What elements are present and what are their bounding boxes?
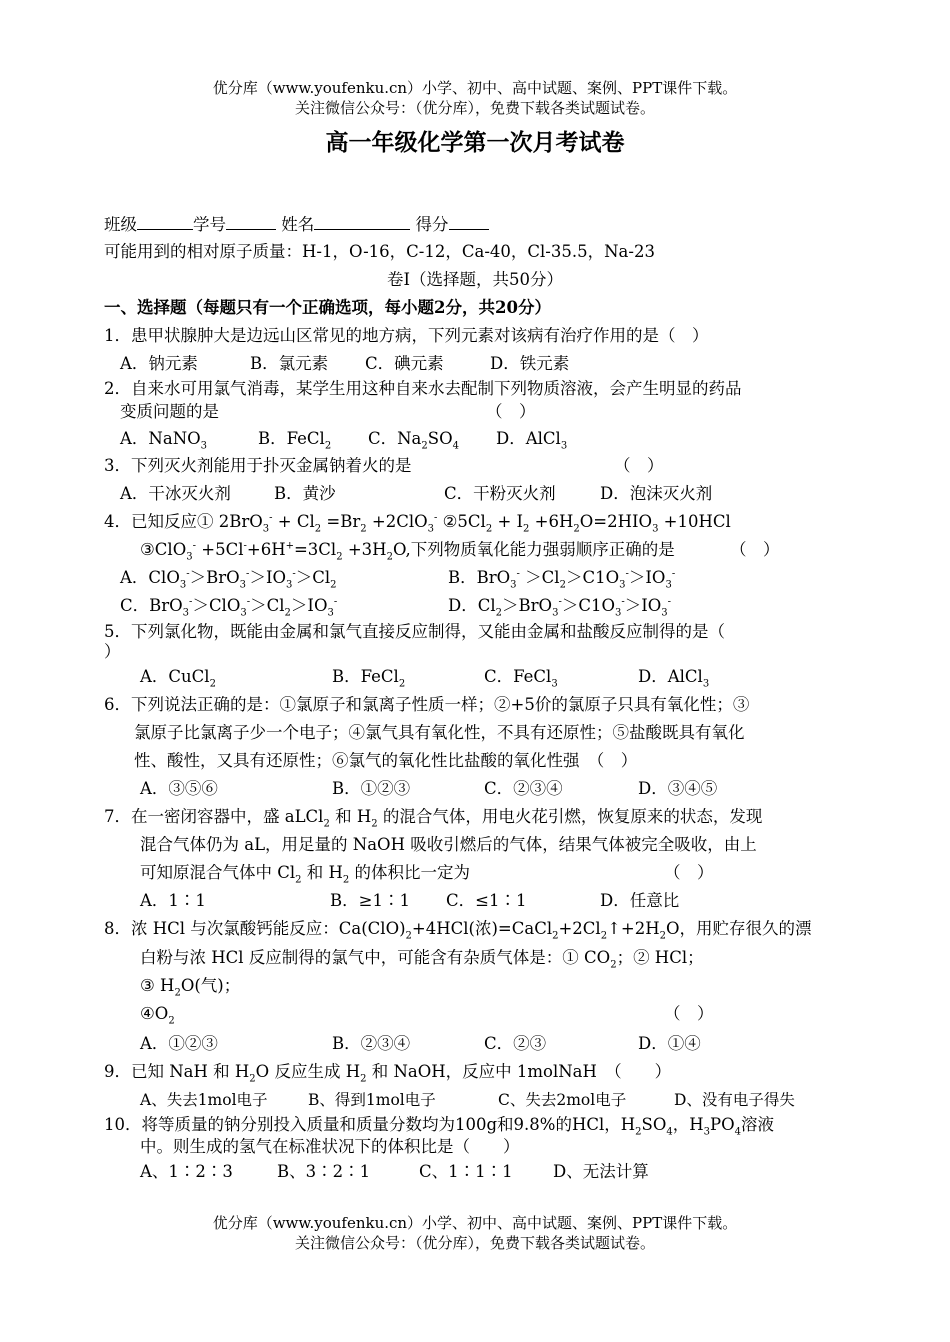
q1-option-c[interactable]: C．碘元素 [365, 354, 444, 373]
q1-options [120, 353, 569, 375]
q5-option-c[interactable]: C．FeCl$_3$ [484, 667, 558, 690]
q7-stem-line-1: 7．在一密闭容器中，盛 aLCl$_2$ 和 $H_2$ 的混合气体，用电火花引燃，恢复原来的状态，发现 [104, 807, 763, 830]
q6-option-a[interactable]: A．③⑤⑥ [140, 779, 218, 798]
q7-options [140, 890, 679, 912]
q7-option-d[interactable]: D．任意比 [600, 891, 680, 910]
q9-option-b[interactable]: B、得到1mol电子 [308, 1091, 436, 1109]
q7-option-b[interactable]: B．≥1∶1 [330, 891, 410, 910]
q2-option-b[interactable]: B．FeCl$_2$ [258, 429, 332, 452]
q3-option-d[interactable]: D．泡沫灭火剂 [600, 484, 713, 503]
q6-options [140, 778, 717, 800]
q5-stem-line-2: ） [104, 642, 121, 661]
student-info-line [104, 213, 489, 236]
q3-stem: 3．下列灭火剂能用于扑灭金属钠着火的是 [104, 456, 412, 475]
q6-option-c[interactable]: C．②③④ [484, 779, 563, 798]
q7-option-a[interactable]: A．1∶1 [140, 891, 206, 910]
q4-stem-tail: 下列物质氧化能力强弱顺序正确的是 [410, 540, 675, 559]
q1-option-b[interactable]: B．氯元素 [250, 354, 329, 373]
q10-stem-line-1: 10．将等质量的钠分别投入质量和质量分数均为100g和9.8%的HCl，$H_2SO_4$，$H_3PO_4$溶液 [104, 1115, 775, 1138]
class-blank[interactable] [137, 213, 193, 230]
q5-stem-line-1: 5．下列氯化物，既能由金属和氯气直接反应制得，又能由金属和盐酸反应制得的是（ [104, 622, 725, 641]
name-blank[interactable] [314, 213, 410, 230]
q7-stem-head: 可知原混合气体中 [140, 863, 272, 882]
q6-stem-line-3: 性、酸性，又具有还原性；⑥氯气的氧化性比盐酸的氧化性强 （ ） [134, 751, 638, 770]
q8-stem-line-2: 白粉与浓 HCl 反应制得的氯气中，可能含有杂质气体是：① $CO_2$；② HCl； [140, 948, 704, 971]
q2-option-c[interactable]: C．$Na_2SO_4$ [368, 429, 459, 452]
q4-option-b[interactable]: B．$BrO_3^- >Cl_2>C1O_3^->IO_3^-$ [448, 568, 676, 591]
q4-bracket[interactable]: （ ） [730, 540, 780, 559]
q6-stem-line-2: 氯原子比氯离子少一个电子；④氯气具有氧化性，不具有还原性；⑤盐酸既具有氧化 [134, 723, 745, 742]
q6-option-b[interactable]: B．①②③ [332, 779, 411, 798]
q4-option-a[interactable]: A．$ClO_3^->BrO_3^->IO_3^->Cl_2$ [120, 568, 337, 591]
q8-options [140, 1033, 701, 1055]
score-label: 得分 [415, 215, 449, 234]
q3-option-a[interactable]: A．干冰灭火剂 [120, 484, 231, 503]
q4-number: 4．已知反应 [104, 512, 197, 531]
q4-option-c[interactable]: C．$BrO_3^->ClO_3^->Cl_2>IO_3^-$ [120, 596, 338, 619]
name-label: 姓名 [281, 215, 315, 234]
q4-stem-line-2: ③ClO$_3$- $+5Cl^-+6H^+=3Cl_2 +3H_2O$,下列物质氧化能力强弱顺序正确的是 [140, 540, 675, 563]
q7-stem-line-2: 混合气体仍为 aL，用足量的 NaOH 吸收引燃后的气体，结果气体被完全吸收，由上 [140, 835, 757, 854]
q1-option-a[interactable]: A．钠元素 [120, 354, 198, 373]
q9-stem: 9．已知 NaH 和 $H_2O$ 反应生成 $H_2$ 和 NaOH，反应中 1molNaH （ ） [104, 1062, 672, 1085]
q4-option-d[interactable]: D．$Cl_2>BrO_3^->C1O_3^->IO_3^-$ [448, 596, 672, 619]
q8-bracket[interactable]: （ ） [664, 1004, 714, 1023]
q3-option-c[interactable]: C．干粉灭火剂 [444, 484, 556, 503]
q3-bracket[interactable]: （ ） [614, 456, 664, 475]
q8-option-a[interactable]: A．①②③ [140, 1034, 218, 1053]
section-title: 卷Ⅰ（选择题，共50分） [386, 270, 563, 289]
q10-option-b[interactable]: B、3∶2∶1 [277, 1162, 371, 1181]
part-title: 一、选择题（每题只有一个正确选项，每小题2分，共20分） [104, 298, 551, 317]
footer-line-2: 关注微信公众号：（优分库），免费下载各类试题试卷。 [294, 1234, 655, 1252]
q3-option-b[interactable]: B．黄沙 [274, 484, 336, 503]
q10-option-a[interactable]: A、1∶2∶3 [140, 1162, 233, 1181]
q8-stem-head: 白粉与浓 HCl 反应制得的氯气中，可能含有杂质气体是：① CO [140, 948, 611, 967]
q2-option-a[interactable]: A．NaNO$_3$ [120, 429, 208, 452]
q10-option-d[interactable]: D、无法计算 [553, 1162, 649, 1181]
q8-stem-line-3: ③ $H_2O$(气)； [140, 976, 241, 999]
header-line-1: 优分库（www.youfenku.cn）小学、初中、高中试题、案例、PPT课件下载。 [212, 79, 738, 97]
q10-stem-line-2: 中。则生成的氢气在标准状况下的体积比是（ ） [140, 1137, 520, 1156]
q10-options [140, 1161, 649, 1183]
page-title: 高一年级化学第一次月考试卷 [325, 130, 625, 156]
score-blank[interactable] [449, 213, 489, 230]
q2-bracket[interactable]: （ ） [486, 402, 536, 421]
q5-option-b[interactable]: B．FeCl$_2$ [332, 667, 406, 690]
q10-option-c[interactable]: C、1∶1∶1 [419, 1162, 513, 1181]
q8-option-c[interactable]: C．②③ [484, 1034, 547, 1053]
q9-option-a[interactable]: A、失去1mol电子 [140, 1091, 268, 1109]
q4-stem-line-1: 4．已知反应① $2BrO_3^- + Cl_2 =Br_2 +2ClO_3^-$ $②5Cl_2 + I_2 +6H_2O=2HIO_3 +10HCl$ [104, 512, 731, 535]
atomic-masses: 可能用到的相对原子质量：H-1，O-16，C-12，Ca-40，Cl-35.5，Na-23 [104, 242, 655, 261]
id-blank[interactable] [226, 213, 276, 230]
id-label: 学号 [193, 215, 226, 234]
q3-options [120, 483, 712, 505]
q5-options [140, 666, 709, 688]
q6-option-d[interactable]: D．③④⑤ [638, 779, 718, 798]
q8-stem-line-1: 8．浓 HCl 与次氯酸钙能反应：$Ca(ClO)_2+4HCl$(浓)$=CaCl_2+2Cl_2↑+2H_2O$，用贮存很久的漂 [104, 919, 812, 942]
q7-option-c[interactable]: C．≤1∶1 [446, 891, 527, 910]
class-label: 班级 [104, 215, 137, 234]
q7-stem-line-3: 可知原混合气体中 $Cl_2$ 和 $H_2$ 的体积比一定为 [140, 863, 471, 886]
q5-option-d[interactable]: D．AlCl$_3$ [638, 667, 710, 690]
q2-stem-line-1: 2．自来水可用氯气消毒，某学生用这种自来水去配制下列物质溶液，会产生明显的药品 [104, 379, 742, 398]
q8-option-d[interactable]: D．①④ [638, 1034, 701, 1053]
q8-stem-line-4: $④O_2$ [140, 1004, 175, 1027]
q2-option-d[interactable]: D．AlCl$_3$ [496, 429, 568, 452]
q1-stem: 1．患甲状腺肿大是边远山区常见的地方病，下列元素对该病有治疗作用的是（ ） [104, 326, 709, 345]
q8-option-b[interactable]: B．②③④ [332, 1034, 411, 1053]
q9-option-d[interactable]: D、没有电子得失 [674, 1091, 795, 1109]
q7-bracket[interactable]: （ ） [664, 863, 714, 882]
q9-option-c[interactable]: C、失去2mol电子 [498, 1091, 627, 1109]
header-line-2: 关注微信公众号：（优分库），免费下载各类试题试卷。 [294, 99, 655, 117]
footer-line-1: 优分库（www.youfenku.cn）小学、初中、高中试题、案例、PPT课件下载。 [212, 1214, 738, 1232]
q1-option-d[interactable]: D．铁元素 [490, 354, 570, 373]
q2-stem-line-2: 变质问题的是 [120, 402, 219, 421]
q2-options [120, 428, 567, 450]
q6-stem-line-1: 6．下列说法正确的是：①氯原子和氯离子性质一样；②+5价的氯原子只具有氧化性；③ [104, 695, 750, 714]
q9-options [140, 1089, 795, 1111]
q5-option-a[interactable]: A．CuCl$_2$ [140, 667, 216, 690]
